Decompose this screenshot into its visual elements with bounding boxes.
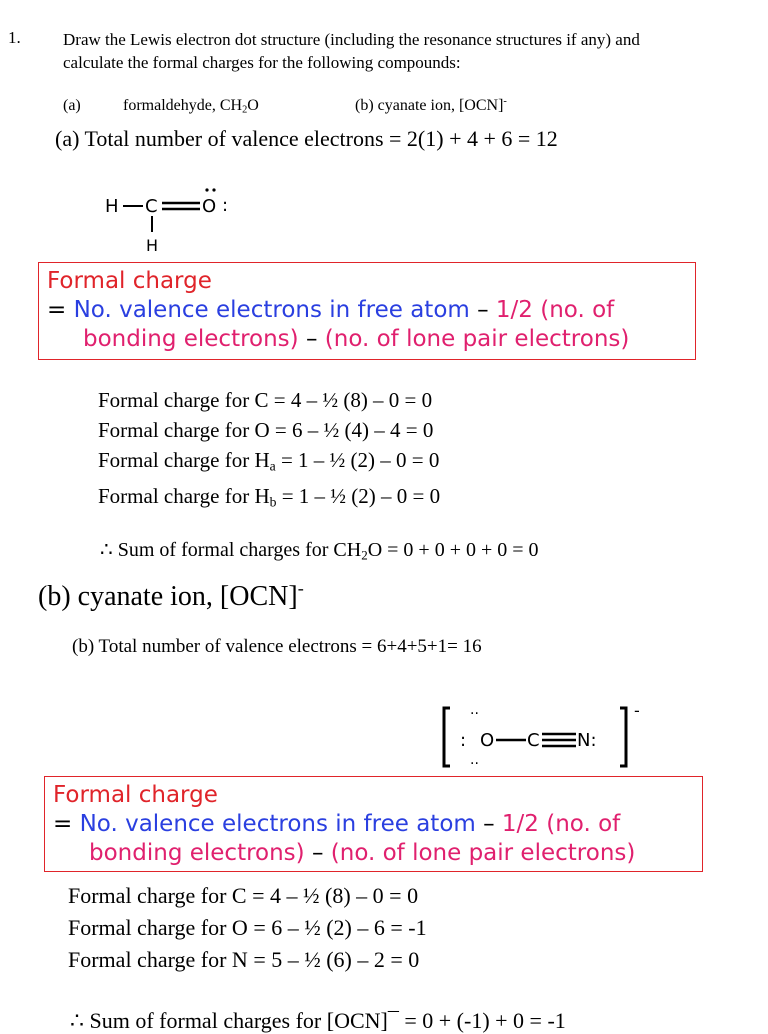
definition-line-2: bonding electrons) – (no. of lone pair electrons)	[89, 840, 636, 866]
formal-charge-o: Formal charge for O = 6 – ½ (4) – 4 = 0	[98, 418, 434, 442]
formal-charge-ha: Formal charge for $H_a = 1$ – ½ (2) – 0 = 0	[98, 448, 440, 474]
formal-charge-definition-box	[38, 262, 696, 360]
lone-pair-colon: :	[460, 730, 467, 751]
question-number: 1.	[8, 28, 21, 47]
valence-count-a: (a) Total number of valence electrons = 2(1) + 4 + 6 = 12	[55, 126, 558, 151]
right-bracket	[620, 708, 626, 766]
compound-b-name: (b) cyanate ion, [OCN]-	[355, 96, 507, 115]
left-bracket	[444, 708, 450, 766]
formal-charge-hb: Formal charge for $H_b = 1$ – ½ (2) – 0 = 0	[98, 484, 441, 510]
atom-c: C	[145, 196, 158, 217]
atom-o: O	[480, 730, 495, 751]
part-b-heading: (b) cyanate ion, [OCN]-	[38, 578, 304, 612]
question-line-2: calculate the formal charges for the following compounds:	[63, 53, 461, 72]
lewis-structure-cyanate	[440, 702, 660, 772]
formal-charge-n: Formal charge for N = 5 – ½ (6) – 2 = 0	[68, 947, 420, 972]
definition-line-1: = No. valence electrons in free atom – 1/2 (no. of	[53, 811, 621, 837]
atom-h1: H	[105, 196, 119, 217]
lone-pair-dot	[205, 188, 208, 191]
formal-charge-c: Formal charge for C = 4 – ½ (8) – 0 = 0	[98, 388, 433, 412]
compound-a-label: (a)	[63, 97, 81, 115]
compound-a-name: formaldehyde, $CH_2O$	[123, 97, 259, 116]
lone-pair-colon: :	[222, 195, 229, 216]
valence-count-b: (b) Total number of valence electrons = 6+4+5+1= 16	[72, 636, 482, 657]
lewis-structure-formaldehyde	[100, 186, 240, 256]
atom-o: O	[202, 196, 217, 217]
formal-charges-cyanate	[68, 880, 427, 976]
definition-line-2: bonding electrons) – (no. of lone pair electrons)	[83, 326, 630, 352]
definition-line-1: = No. valence electrons in free atom – 1/2 (no. of	[47, 297, 615, 323]
definition-title: Formal charge	[47, 268, 212, 294]
lone-pair-dot	[212, 188, 215, 191]
atom-h2: H	[146, 236, 159, 255]
sum-formal-charges-cyanate: ∴ Sum of formal charges for [OCN]¯ = 0 + (-1) + 0 = -1	[70, 1008, 566, 1033]
lone-pair-bottom: ··	[470, 756, 479, 772]
question-text	[63, 28, 640, 74]
formal-charges-formaldehyde	[98, 385, 440, 518]
compound-list	[63, 96, 507, 116]
atom-c: C	[527, 730, 540, 751]
formal-charge-o: Formal charge for O = 6 – ½ (2) – 6 = -1	[68, 915, 427, 940]
definition-title: Formal charge	[53, 782, 218, 808]
ion-charge: -	[634, 702, 640, 720]
formal-charge-c: Formal charge for C = 4 – ½ (8) – 0 = 0	[68, 883, 419, 908]
sum-formal-charges-formaldehyde: ∴ Sum of formal charges for $CH_2O = 0 + 0 + 0 + 0 = 0$	[100, 539, 539, 563]
question-line-1: Draw the Lewis electron dot structure (including the resonance structures if any) and	[63, 30, 640, 49]
formal-charge-definition-box-2	[44, 776, 703, 872]
atom-n: N:	[577, 730, 597, 751]
lone-pair-top: ··	[470, 706, 479, 722]
